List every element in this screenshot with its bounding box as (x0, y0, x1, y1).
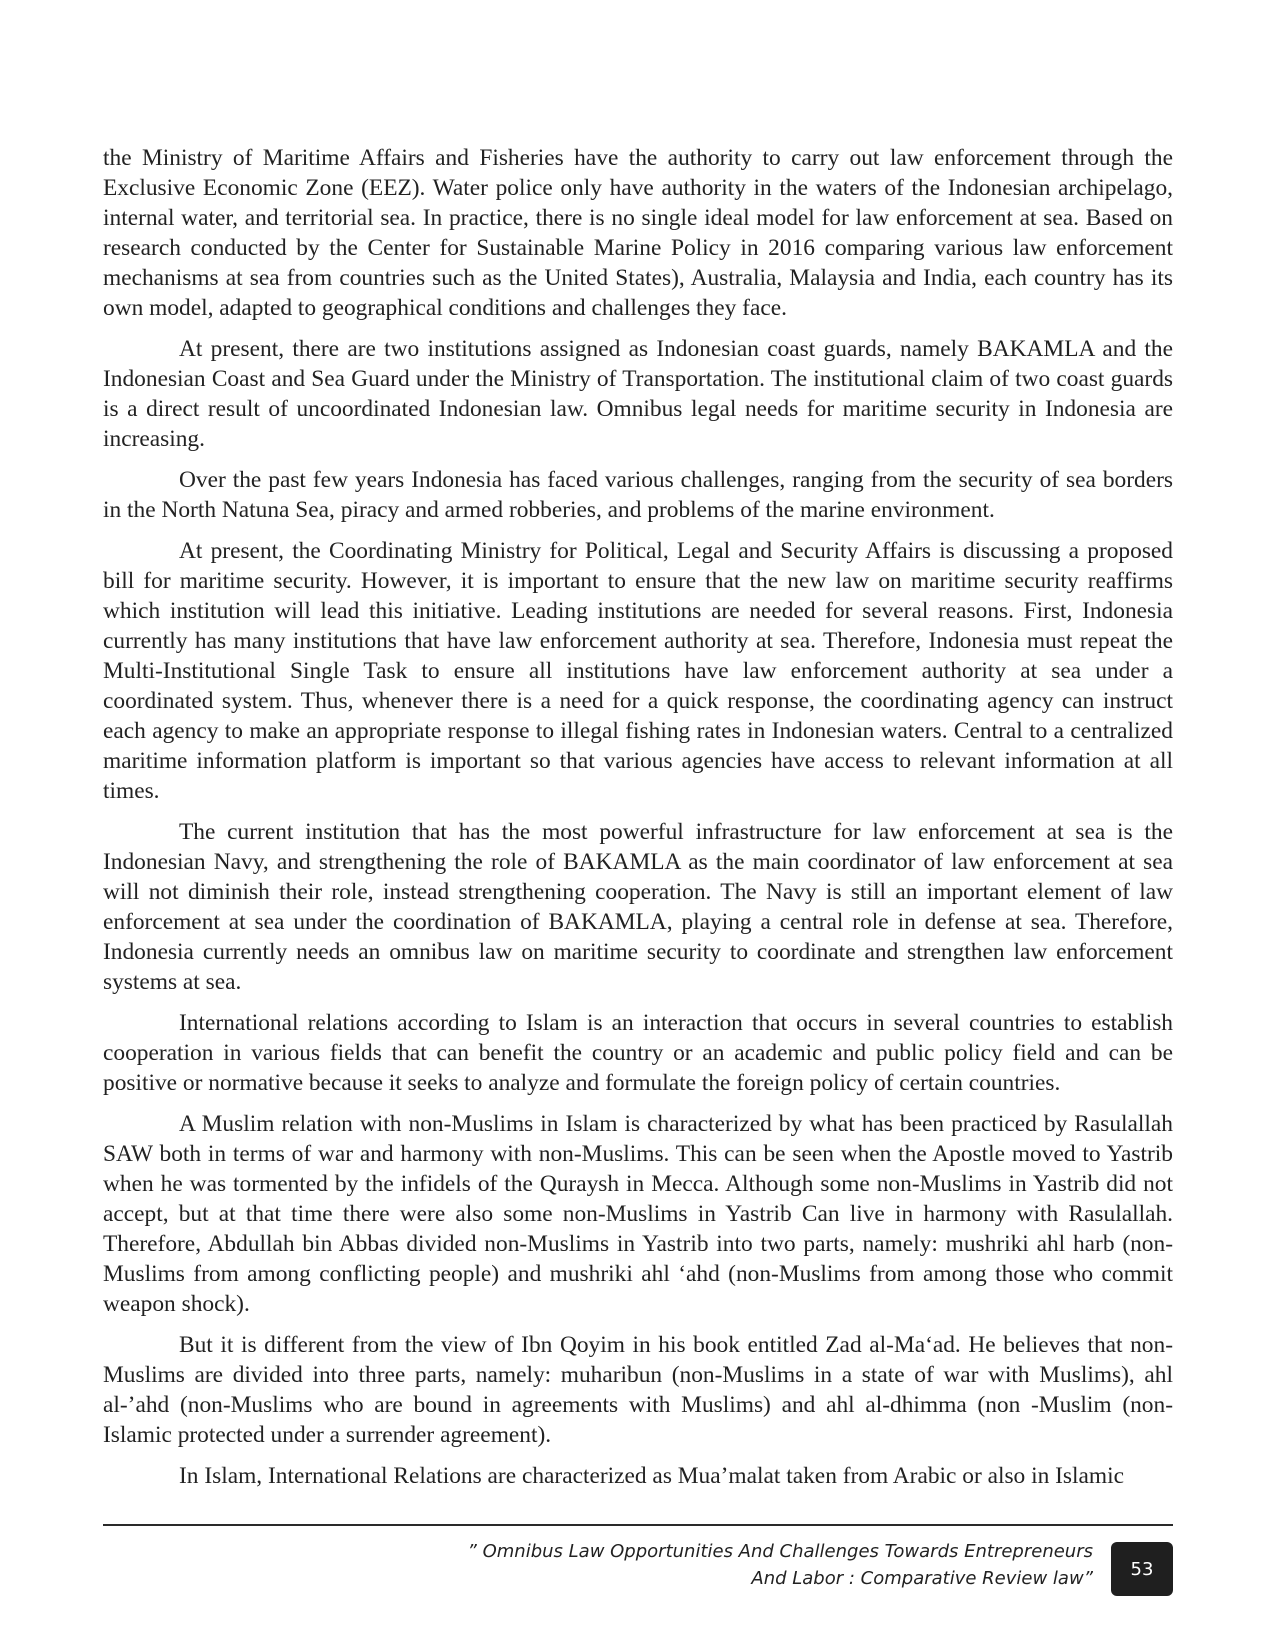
footer-citation (393, 1538, 1093, 1592)
paragraph-9: In Islam, International Relations are characterized as Mua’malat taken from Arabic or also in Islamic (179, 1463, 1124, 1489)
page-number-badge (1111, 1542, 1173, 1596)
paragraph-3: Over the past few years Indonesia has faced various challenges, ranging from the security of sea borders in the North Natuna Sea, piracy and armed robberies, and problems of the marine environment. (103, 467, 1173, 523)
page-number: 53 (1130, 1558, 1154, 1580)
footer-citation-line-2: And Labor : Comparative Review law” (751, 1568, 1093, 1589)
paragraph-6: International relations according to Islam is an interaction that occurs in several countries to establish cooperation in various fields that can benefit the country or an academic and public policy field and can be positive or normative because it seeks to analyze and formulate the foreign policy of certain countries. (103, 1010, 1173, 1096)
paragraph-7: A Muslim relation with non-Muslims in Islam is characterized by what has been practiced by Rasulallah SAW both in terms of war and harmony with non-Muslims. This can be seen when the Apostle moved to Yastrib when he was tormented by the infidels of the Quraysh in Mecca. Although some non-Muslims in Yastrib did not accept, but at that time there were also some non-Muslims in Yastrib Can live in harmony with Rasulallah. Therefore, Abdullah bin Abbas divided non-Muslims in Yastrib into two parts, namely: mushriki ahl harb (non-Muslims from among conflicting people) and mushriki ahl ‘ahd (non-Muslims from among those who commit weapon shock). (103, 1111, 1173, 1317)
body-text (103, 143, 1173, 1502)
paragraph-8: But it is different from the view of Ibn Qoyim in his book entitled Zad al-Ma‘ad. He believes that non-Muslims are divided into three parts, namely: muharibun (non-Muslims in a state of war with Muslims), ahl al-’ahd (non-Muslims who are bound in agreements with Muslims) and ahl al-dhimma (non -Muslim (non-Islamic protected under a surrender agreement). (103, 1332, 1173, 1448)
paragraph-5: The current institution that has the most powerful infrastructure for law enforcement at sea is the Indonesian Navy, and strengthening the role of BAKAMLA as the main coordinator of law enforcement at sea will not diminish their role, instead strengthening cooperation. The Navy is still an important element of law enforcement at sea under the coordination of BAKAMLA, playing a central role in defense at sea. Therefore, Indonesia currently needs an omnibus law on maritime security to coordinate and strengthen law enforcement systems at sea. (103, 819, 1173, 995)
paragraph-1: the Ministry of Maritime Affairs and Fisheries have the authority to carry out law enforcement through the Exclusive Economic Zone (EEZ). Water police only have authority in the waters of the Indonesian archipelago, internal water, and territorial sea. In practice, there is no single ideal model for law enforcement at sea. Based on research conducted by the Center for Sustainable Marine Policy in 2016 comparing various law enforcement mechanisms at sea from countries such as the United States), Australia, Malaysia and India, each country has its own model, adapted to geographical conditions and challenges they face. (103, 145, 1173, 321)
paragraph-4: At present, the Coordinating Ministry for Political, Legal and Security Affairs is discussing a proposed bill for maritime security. However, it is important to ensure that the new law on maritime security reaffirms which institution will lead this initiative. Leading institutions are needed for several reasons. First, Indonesia currently has many institutions that have law enforcement authority at sea. Therefore, Indonesia must repeat the Multi-Institutional Single Task to ensure all institutions have law enforcement authority at sea under a coordinated system. Thus, whenever there is a need for a quick response, the coordinating agency can instruct each agency to make an appropriate response to illegal fishing rates in Indonesian waters. Central to a centralized maritime information platform is important so that various agencies have access to relevant information at all times. (103, 538, 1173, 804)
footer-citation-line-1: ” Omnibus Law Opportunities And Challenges Towards Entrepreneurs (467, 1541, 1093, 1562)
footer-divider (103, 1524, 1173, 1526)
paragraph-2: At present, there are two institutions assigned as Indonesian coast guards, namely BAKAMLA and the Indonesian Coast and Sea Guard under the Ministry of Transportation. The institutional claim of two coast guards is a direct result of uncoordinated Indonesian law. Omnibus legal needs for maritime security in Indonesia are increasing. (103, 336, 1173, 452)
